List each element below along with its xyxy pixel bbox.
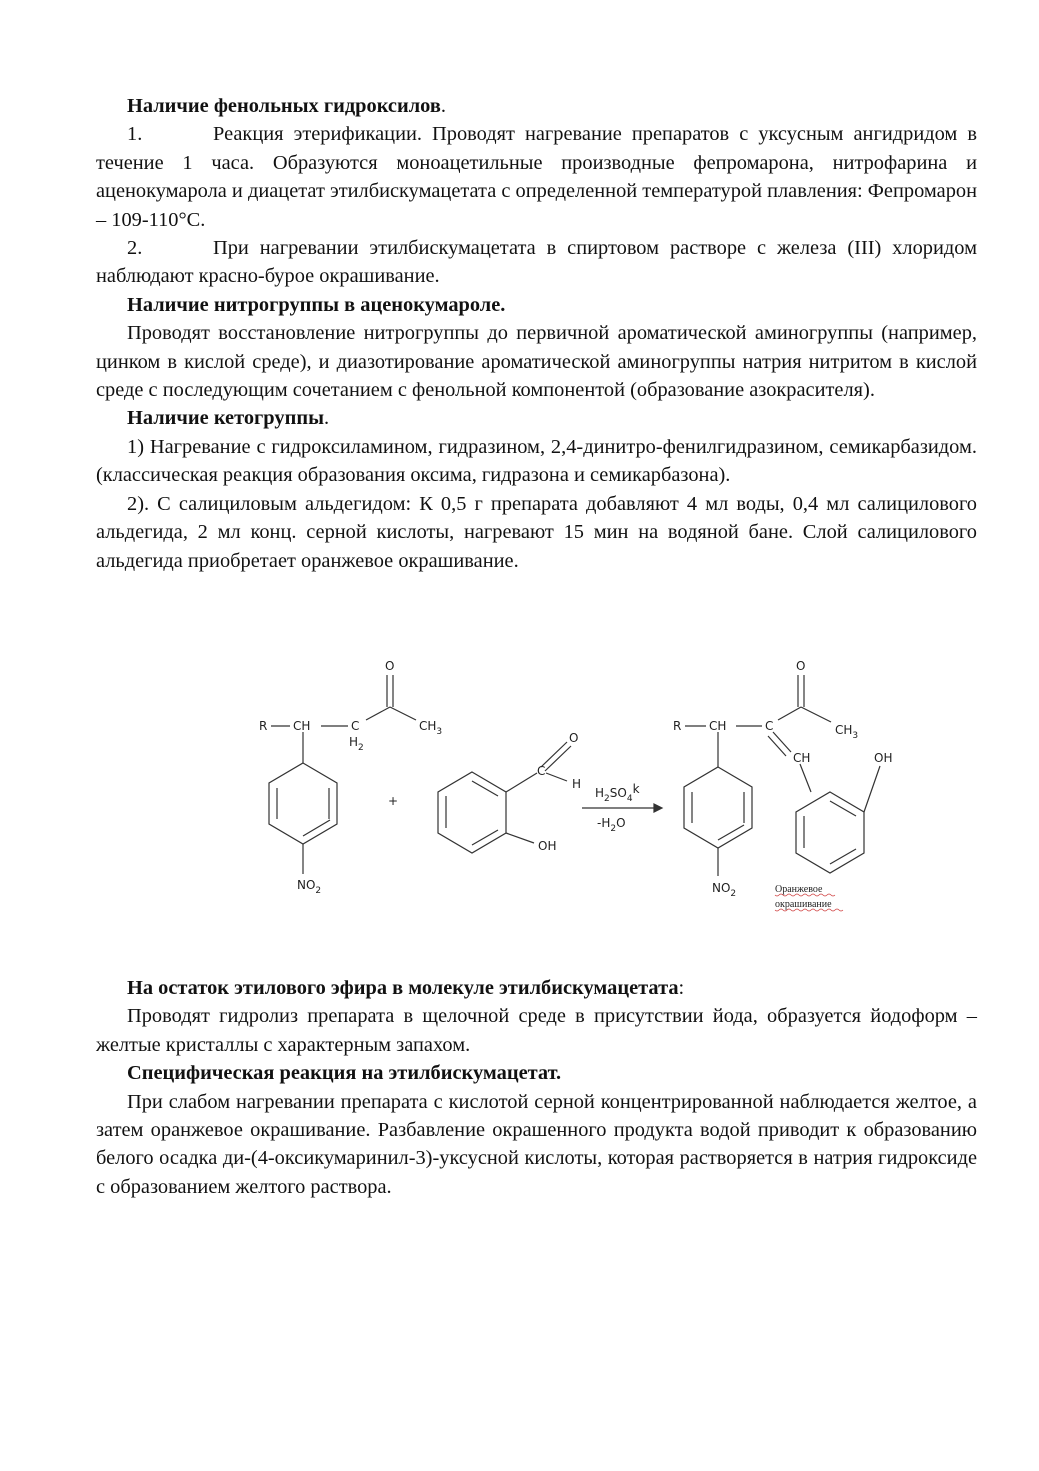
section-heading-nitro: Наличие нитрогруппы в аценокумароле. [127, 293, 506, 316]
scheme-label-o: O [385, 659, 395, 673]
list-number: 1. [127, 123, 143, 146]
section-heading-phenolic: Наличие фенольных гидроксилов. [127, 95, 446, 117]
scheme-label-c: C [351, 719, 360, 733]
scheme-product-ch: CH [709, 719, 727, 733]
scheme-product-ch-alkene: CH [793, 751, 811, 765]
scheme-bonds [269, 675, 880, 876]
paragraph-nitro-reduction: Проводят восстановление нитрогруппы до первичной ароматической аминогруппы (например, цинком в кислой среде), и диазотирование ароматической аминогруппы натрия нитритом в кислой среде с последующим сочетанием с фенольной компонентой (образование азокрасителя). [96, 322, 977, 402]
scheme-product-r: R [673, 719, 682, 733]
scheme-plus-sign: + [388, 794, 399, 808]
scheme-note-color-line2: окрашивание [775, 899, 832, 910]
scheme-label-aldehyde-oh: OH [538, 839, 557, 853]
list-number: 2. [127, 237, 143, 260]
section-heading-ethyl-ester: На остаток этилового эфира в молекуле этилбискумацетата: [127, 977, 685, 999]
scheme-label-aldehyde-h: H [572, 777, 582, 791]
scheme-product-c: C [765, 719, 774, 733]
scheme-label-aldehyde-c: C [537, 764, 546, 778]
lower-text-block [96, 974, 977, 1201]
scheme-label-ch: CH [293, 719, 311, 733]
paragraph-sulfuric-acid: При слабом нагревании препарата с кислотой серной концентрированной наблюдается желтое, а затем оранжевое окрашивание. Разбавление окрашенного продукта водой приводит к образованию белого осадка ди-(4-оксикумаринил-3)-уксусной кислоты, которая растворяется в натрия гидроксиде с образованием желтого раствора. [96, 1090, 977, 1198]
section-heading-specific: Специфическая реакция на этилбискумацетат. [127, 1062, 562, 1085]
scheme-label-aldehyde-o: O [569, 731, 579, 745]
scheme-product-ch3: $CH_3$ [835, 723, 859, 741]
scheme-note-color-line1: Оранжевое [775, 884, 823, 895]
scheme-product-oh: OH [874, 751, 893, 765]
paragraph-salicylaldehyde: 2). С салициловым альдегидом: К 0,5 г препарата добавляют 4 мл воды, 0,4 мл салицилового альдегида, 2 мл конц. серной кислоты, нагревают 15 мин на водяной бане. Слой салицилового альдегида приобретает оранжевое окрашивание. [96, 492, 977, 572]
scheme-label-r: R [259, 719, 268, 733]
scheme-label-no2: $NO_2$ [297, 878, 322, 896]
upper-text-block [96, 92, 977, 575]
scheme-label-h2: $H_2$ [349, 735, 364, 753]
scheme-label-ch3: $CH_3$ [419, 719, 443, 737]
paragraph-esterification: 1. Реакция этерификации. Проводят нагревание препаратов с уксусным ангидридом в течение 1 часа. Образуются моноацетильные производные фепромарона, нитрофарина и аценокумарола и диацетат этилбискумацетата с определенной температурой плавления: Фепромарон – 109-110°С. [96, 120, 977, 234]
reaction-scheme [240, 650, 920, 920]
scheme-arrow-water: $-H_2O$ [597, 816, 626, 834]
scheme-arrow-reagent: $H_2SO_4k$ [595, 782, 640, 804]
scheme-product-o: O [796, 659, 806, 673]
paragraph-iron-chloride: 2. При нагревании этилбискумацетата в спиртовом растворе с железа (III) хлоридом наблюдают красно-бурое окрашивание. [96, 234, 977, 291]
paragraph-keto-reagents: 1) Нагревание с гидроксиламином, гидразином, 2,4-динитро-фенилгидразином, семикарбазидом. (классическая реакция образования оксима, гидразона и семикарбазона). [96, 435, 977, 487]
paragraph-iodoform: Проводят гидролиз препарата в щелочной среде в присутствии йода, образуется йодоформ – желтые кристаллы с характерным запахом. [96, 1005, 977, 1056]
section-heading-keto: Наличие кетогруппы. [127, 407, 330, 430]
scheme-product-no2: $NO_2$ [712, 881, 737, 899]
